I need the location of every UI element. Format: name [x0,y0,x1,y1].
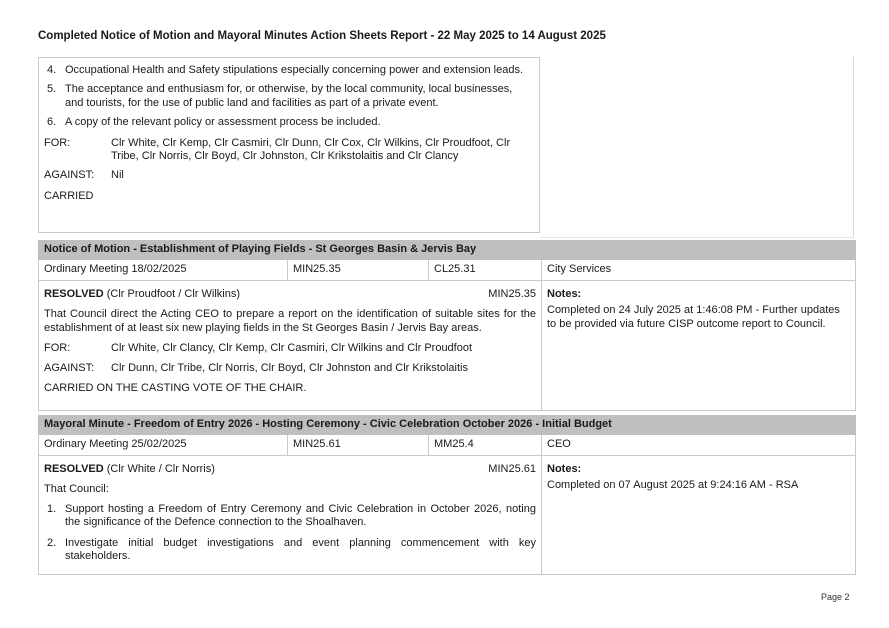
resolution-cell [39,281,542,411]
page-number: Page 2 [821,592,850,602]
against-councillors: Nil [111,169,124,182]
resolution-item-1 [44,503,536,530]
item-number: 4. [47,64,57,76]
for-councillors: Clr White, Clr Clancy, Clr Kemp, Clr Casmiri, Clr Wilkins and Clr Proudfoot [111,342,473,355]
item-text: A copy of the relevant policy or assessment process be included. [65,116,381,129]
notes-text: Completed on 07 August 2025 at 9:24:16 AM - RSA [547,479,799,492]
resolution-row [39,281,856,411]
motion-item-4 [44,64,533,77]
resolved-min-number: MIN25.35 [488,288,536,300]
item-text: Occupational Health and Safety stipulations especially concerning power and extension leads. [65,64,524,76]
against-label: AGAINST: [44,169,95,182]
item-number: 5. [47,83,57,96]
resolution-row [39,456,856,575]
movers: (Clr Proudfoot / Clr Wilkins) [103,288,240,300]
resolved-line [44,463,536,476]
resolved-label: RESOLVED [44,288,104,300]
resolution-intro: That Council: [44,483,109,496]
resolution-text: That Council direct the Acting CEO to prepare a report on the identification of suitable sites for the establishment of at least six new playing fields in the St Georges Basin / Jervis Bay areas. [44,308,536,334]
continuation-notes-cell [540,57,854,238]
resolved-min-number: MIN25.61 [488,463,536,475]
item-number: 2. [47,536,57,549]
against-councillors: Clr Dunn, Clr Tribe, Clr Norris, Clr Boyd, Clr Johnston and Clr Krikstolaitis [111,361,468,374]
for-label: FOR: [44,342,71,355]
item-number: 1. [47,502,57,515]
notes-label: Notes: [547,463,582,475]
meeting-row [39,435,856,456]
directorate-cell: CEO [542,435,856,456]
notes-label: Notes: [547,288,582,300]
item-text: The acceptance and enthusiasm for, or otherwise, by the local community, local businesses, and tourists, for the use of public land and facilities as part of a private event. [65,83,513,109]
resolved-movers [44,288,240,301]
directorate-cell: City Services [542,260,856,281]
vote-against-row [44,169,533,182]
meeting-row [39,260,856,281]
resolved-label: RESOLVED [44,463,104,475]
resolved-line [44,288,536,301]
vote-for-row [44,137,533,164]
section-header: Notice of Motion - Establishment of Playing Fields - St Georges Basin & Jervis Bay [39,241,856,260]
for-label: FOR: [44,136,71,149]
item-text: Support hosting a Freedom of Entry Ceremony and Civic Celebration in October 2026, noting the significance of the Defence connection to the Shoalhaven. [65,502,536,529]
section-header: Mayoral Minute - Freedom of Entry 2026 - Hosting Ceremony - Civic Celebration October 2026 - Initial Budget [39,416,856,435]
motion-table-playing-fields [38,240,856,411]
motion-item-6 [44,116,533,129]
vote-against-row [44,362,536,375]
ref-number-cell: CL25.31 [429,260,542,281]
carried-status: CARRIED ON THE CASTING VOTE OF THE CHAIR. [44,382,307,395]
motion-item-5 [44,83,533,110]
continuation-motion-cell [38,57,540,233]
meeting-cell: Ordinary Meeting 18/02/2025 [39,260,288,281]
vote-for-row [44,342,536,355]
ref-number-cell: MM25.4 [429,435,542,456]
resolved-movers [44,463,215,476]
carried-status: CARRIED [44,189,94,202]
min-number-cell: MIN25.35 [288,260,429,281]
mayoral-minute-table-freedom-of-entry [38,415,856,575]
for-councillors: Clr White, Clr Kemp, Clr Casmiri, Clr Dunn, Clr Cox, Clr Wilkins, Clr Proudfoot, Clr Tribe, Clr Norris, Clr Boyd, Clr Johnston, Clr Krikstolaitis and Clr Clancy [111,136,511,163]
min-number-cell: MIN25.61 [288,435,429,456]
continuation-table [38,57,854,239]
notes-text: Completed on 24 July 2025 at 1:46:08 PM - Further updates to be provided via future CISP outcome report to Council. [547,304,840,330]
item-number: 6. [47,116,57,129]
movers: (Clr White / Clr Norris) [103,463,215,475]
meeting-cell: Ordinary Meeting 25/02/2025 [39,435,288,456]
notes-cell [542,456,856,575]
item-text: Investigate initial budget investigations and event planning commencement with key stakeholders. [65,536,536,563]
against-label: AGAINST: [44,361,95,374]
report-title: Completed Notice of Motion and Mayoral Minutes Action Sheets Report - 22 May 2025 to 14 August 2025 [38,30,606,42]
resolution-cell [39,456,542,575]
notes-cell [542,281,856,411]
resolution-item-2 [44,537,536,564]
